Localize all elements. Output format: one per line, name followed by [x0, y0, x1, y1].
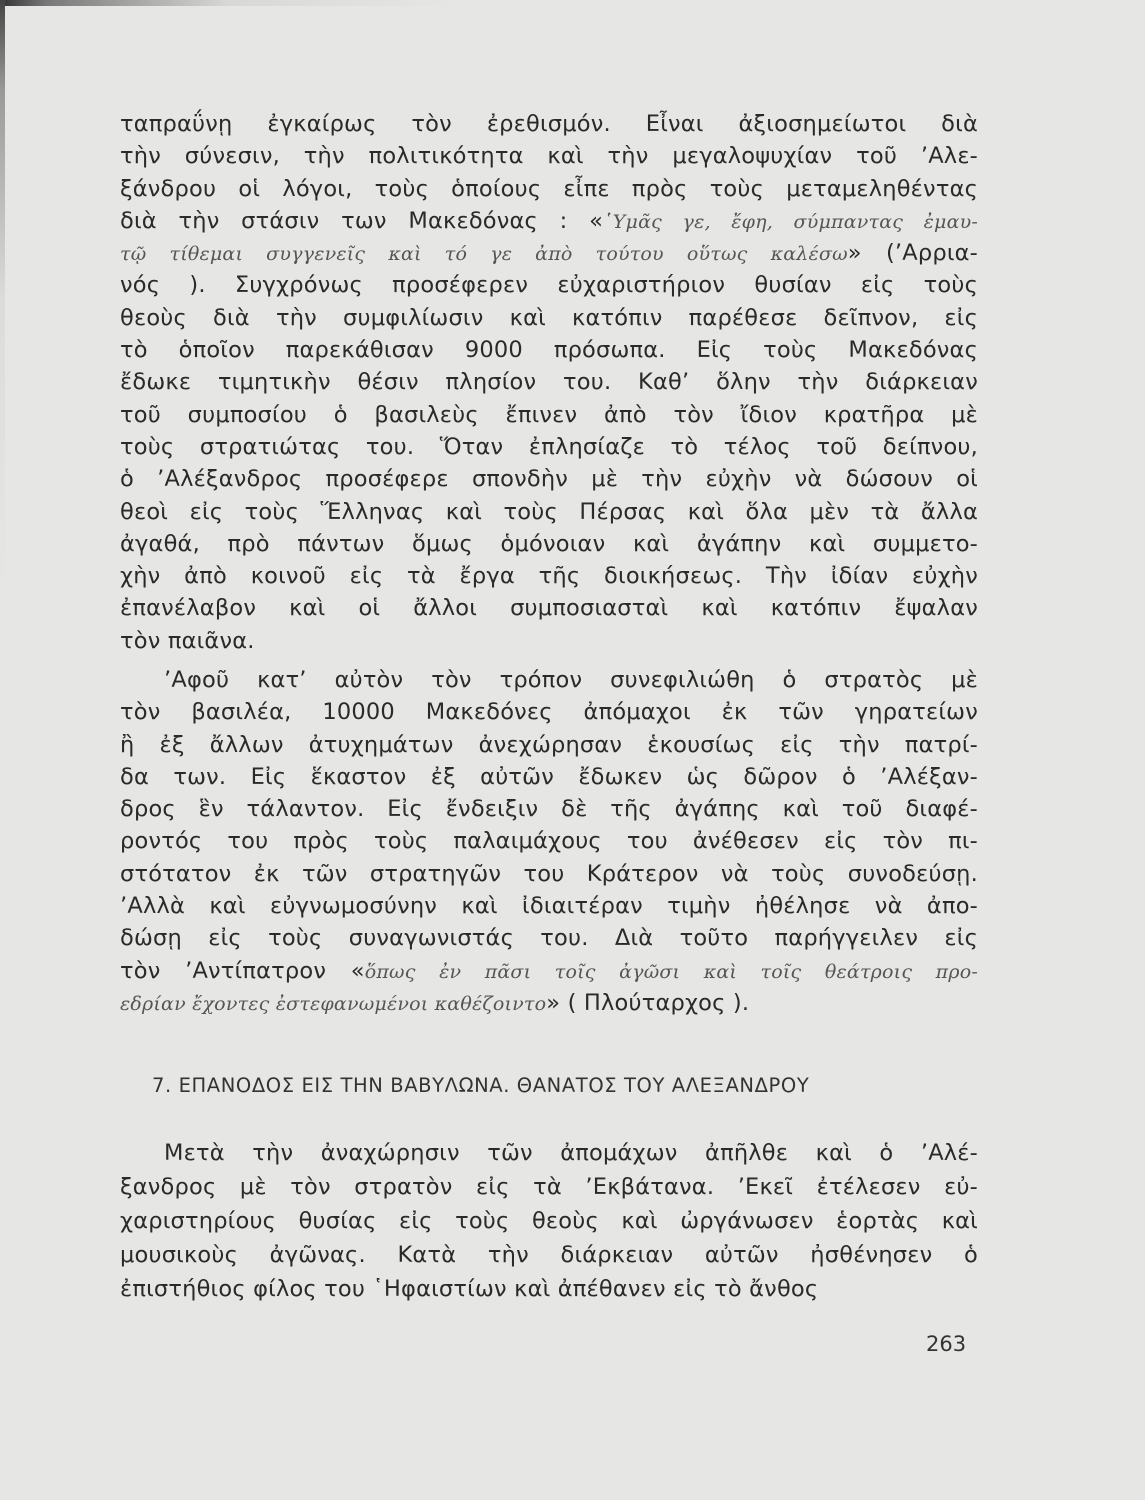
text-line [120, 334, 978, 366]
text-run: ’Αλλὰ καὶ εὐγνωμοσύνην καὶ ἰδιαιτέραν τιμὴν ἠθέλησε νὰ ἀπο- [120, 893, 978, 920]
text-run: ὁ ’Αλέξανδρος προσέφερε σπονδὴν μὲ τὴν εὐχὴν νὰ δώσουν οἱ [120, 466, 978, 493]
scan-edge-left [0, 0, 5, 1500]
text-run: ἢ ἐξ ἄλλων ἀτυχημάτων ἀνεχώρησαν ἑκουσίως εἰς τὴν πατρί- [120, 731, 978, 758]
quotation-italic: εδρίαν ἔχοντες ἐστεφανωμένοι καθέζοιντο [120, 992, 547, 1015]
text-run: νός ). Συγχρόνως προσέφερεν εὐχαριστήριον θυσίαν εἰς τοὺς [120, 272, 978, 299]
page-number: 263 [926, 1332, 967, 1356]
text-run: Μετὰ τὴν ἀναχώρησιν τῶν ἀπομάχων ἀπῆλθε καὶ ὁ ’Αλέ- [164, 1140, 978, 1166]
text-run: ἐπιστήθιος φίλος του ῾Ηφαιστίων καὶ ἀπέθανεν εἰς τὸ ἄνθος [120, 1276, 819, 1302]
text-line [120, 237, 978, 269]
text-line [120, 140, 978, 172]
text-run: δώσῃ εἰς τοὺς συναγωνιστάς του. Διὰ τοῦτο παρήγγειλεν εἰς [120, 925, 978, 952]
text-line [120, 431, 978, 463]
text-line [120, 463, 978, 495]
paragraph-3 [120, 1136, 978, 1306]
text-line [120, 729, 978, 761]
text-run: τὸ ὁποῖον παρεκάθισαν 9000 πρόσωπα. Εἰς τοὺς Μακεδόνας [120, 337, 978, 364]
text-run: χὴν ἀπὸ κοινοῦ εἰς τὰ ἔργα τῆς διοικήσεως. Τὴν ἰδίαν εὐχὴν [120, 563, 978, 590]
text-line [120, 955, 978, 987]
text-line [120, 825, 978, 857]
text-run: τὸν παιᾶνα. [120, 627, 255, 654]
section-heading: 7. ΕΠΑΝΟΔΟΣ ΕΙΣ ΤΗΝ ΒΑΒΥΛΩΝΑ. ΘΑΝΑΤΟΣ ΤΟΥ ΑΛΕΞΑΝΔΡΟΥ [152, 1074, 810, 1097]
text-line [120, 269, 978, 301]
quotation-italic: ῾Υμᾶς γε, ἔφη, σύμπαντας ἐμαυ- [603, 210, 978, 233]
text-line [120, 560, 978, 592]
scan-edge-top [0, 0, 1145, 6]
text-line [120, 496, 978, 528]
text-run: ’Αφοῦ κατ’ αὐτὸν τὸν τρόπον συνεφιλιώθη ὁ στρατὸς μὲ [164, 667, 978, 693]
text-run: δα των. Εἰς ἕκαστον ἐξ αὐτῶν ἔδωκεν ὡς δῶρον ὁ ’Αλέξαν- [120, 763, 978, 790]
text-line [120, 793, 978, 825]
text-line [120, 1238, 978, 1272]
text-line [120, 625, 978, 657]
text-run: ἔδωκε τιμητικὴν θέσιν πλησίον του. Καθ’ ὅλην τὴν διάρκειαν [120, 369, 978, 396]
text-run: τοῦ συμποσίου ὁ βασιλεὺς ἔπινεν ἀπὸ τὸν ἴδιον κρατῆρα μὲ [120, 401, 978, 428]
text-line [120, 1204, 978, 1238]
text-line [120, 1272, 978, 1306]
text-line [120, 173, 978, 205]
text-run: μουσικοὺς ἀγῶνας. Κατὰ τὴν διάρκειαν αὐτῶν ἠσθένησεν ὁ [120, 1242, 978, 1268]
text-line [120, 987, 978, 1019]
quotation-italic: ὅπως ἐν πᾶσι τοῖς ἀγῶσι καὶ τοῖς θεάτροις προ- [364, 960, 978, 983]
text-run: τὸν ’Αντίπατρον « [120, 957, 365, 984]
text-line [120, 528, 978, 560]
text-line [120, 1136, 978, 1170]
paragraph-2 [120, 664, 978, 1019]
text-line [120, 1170, 978, 1204]
text-line [120, 761, 978, 793]
text-run: θεοὶ εἰς τοὺς Ἕλληνας καὶ τοὺς Πέρσας καὶ ὅλα μὲν τὰ ἄλλα [120, 498, 978, 525]
paragraph-1 [120, 108, 978, 657]
text-run: ροντός του πρὸς τοὺς παλαιμάχους του ἀνέθεσεν εἰς τὸν πι- [120, 828, 978, 855]
text-line [120, 205, 978, 237]
text-line [120, 664, 978, 696]
text-line [120, 366, 978, 398]
text-line [120, 108, 978, 140]
text-line [120, 696, 978, 728]
text-line [120, 399, 978, 431]
text-run: στότατον ἐκ τῶν στρατηγῶν του Κράτερον νὰ τοὺς συνοδεύσῃ. [120, 860, 978, 887]
text-line [120, 922, 978, 954]
text-run: ξανδρος μὲ τὸν στρατὸν εἰς τὰ ’Εκβάτανα. ’Εκεῖ ἐτέλεσεν εὐ- [120, 1174, 978, 1200]
text-run: δρος ἓν τάλαντον. Εἰς ἔνδειξιν δὲ τῆς ἀγάπης καὶ τοῦ διαφέ- [120, 796, 978, 823]
text-run: ταπραΰνῃ ἐγκαίρως τὸν ἐρεθισμόν. Εἶναι ἀξιοσημείωτοι διὰ [120, 111, 978, 137]
text-line [120, 890, 978, 922]
text-run: θεοὺς διὰ τὴν συμφιλίωσιν καὶ κατόπιν παρέθεσε δεῖπνον, εἰς [120, 304, 978, 331]
text-run: διὰ τὴν στάσιν των Μακεδόνας : « [120, 207, 604, 234]
text-run: » ( Πλούταρχος ). [546, 989, 750, 1016]
text-run: ἐπανέλαβον καὶ οἱ ἄλλοι συμποσιασταὶ καὶ κατόπιν ἔψαλαν [120, 595, 978, 622]
text-run: τοὺς στρατιώτας του. Ὅταν ἐπλησίαζε τὸ τέλος τοῦ δείπνου, [120, 433, 978, 460]
text-line [120, 858, 978, 890]
quotation-italic: τῷ τίθεμαι συγγενεῖς καὶ τό γε ἀπὸ τούτου οὕτως καλέσω [120, 243, 848, 266]
text-run: τὴν σύνεσιν, τὴν πολιτικότητα καὶ τὴν μεγαλοψυχίαν τοῦ ’Αλε- [120, 143, 978, 170]
text-run: τὸν βασιλέα, 10000 Μακεδόνες ἀπόμαχοι ἐκ τῶν γηρατείων [120, 699, 978, 726]
text-run: ξάνδρου οἱ λόγοι, τοὺς ὁποίους εἶπε πρὸς τοὺς μεταμεληθέντας [120, 175, 978, 202]
text-line [120, 302, 978, 334]
text-line [120, 592, 978, 624]
text-run: χαριστηρίους θυσίας εἰς τοὺς θεοὺς καὶ ὠργάνωσεν ἑορτὰς καὶ [120, 1208, 978, 1234]
text-run: » (’Αρρια- [847, 240, 978, 267]
text-run: ἀγαθά, πρὸ πάντων ὅμως ὁμόνοιαν καὶ ἀγάπην καὶ συμμετο- [120, 530, 978, 557]
